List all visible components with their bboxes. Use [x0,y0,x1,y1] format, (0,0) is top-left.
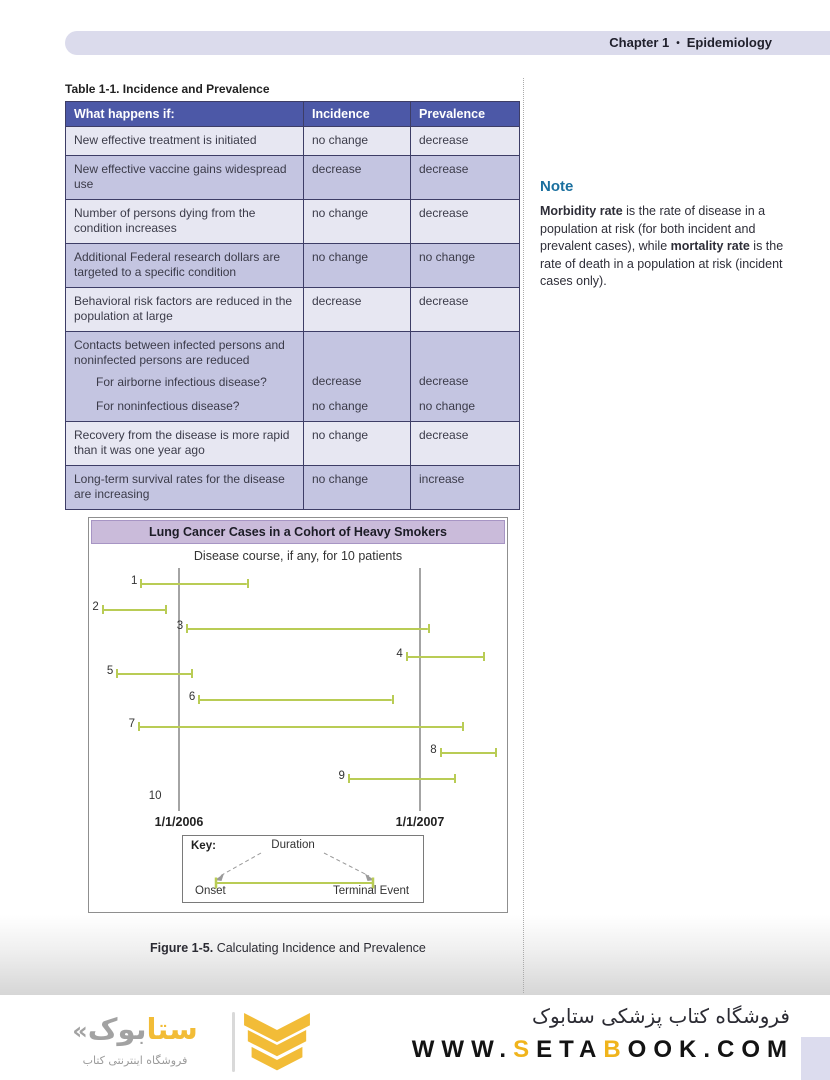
patient-label: 5 [106,665,114,677]
table-row [66,199,520,243]
table-row [66,331,520,421]
logo-tagline: فروشگاه اینترنتی کتاب [82,1054,188,1067]
patient-duration-bar [406,652,486,661]
wordmark-part-gray: بوک [87,1012,147,1046]
table-caption: Table 1-1. Incidence and Prevalence [65,82,270,96]
cell-incidence: no change [304,127,411,156]
patient-duration-bar [102,605,167,614]
url-segment: OOK.COM [627,1036,794,1063]
cell-what: New effective vaccine gains widespread use [66,155,304,199]
url-segment-accent: B [603,1036,628,1063]
cell-incidence: decrease [304,155,411,199]
table-body [66,127,520,510]
table-header-row [66,102,520,127]
cell-prevalence: increase [411,465,520,509]
store-title-fa: فروشگاه کتاب پزشکی ستابوک [532,1004,790,1028]
figure-subtitle: Disease course, if any, for 10 patients [193,549,403,563]
cell-prevalence: decrease [411,155,520,199]
page-bottom-shade [0,915,830,995]
table-row [66,127,520,156]
cell-prevalence: no change [411,243,520,287]
patient-duration-bar [186,624,430,633]
chapter-bullet-icon: • [676,38,680,49]
cell-prevalence: decrease no change [411,331,520,421]
figure-title: Lung Cancer Cases in a Cohort of Heavy Smokers [91,520,505,544]
col-header-incidence: Incidence [304,102,411,127]
patient-label: 10 [148,790,162,802]
cell-incidence: no change [304,199,411,243]
table-row [66,287,520,331]
website-url [412,1036,794,1064]
patient-duration-bar [138,722,464,731]
cell-prevalence: decrease [411,199,520,243]
logo-divider [232,1012,235,1072]
cell-prevalence: decrease [411,127,520,156]
chapter-number: Chapter 1 [609,35,670,50]
patient-duration-bar [440,748,498,757]
chapter-banner [65,31,830,55]
patient-label: 9 [338,770,345,782]
figure-box [88,517,508,913]
cell-what: Contacts between infected persons and noninfected persons are reduced For airborne infectious disease? For noninfectious disease? [66,331,304,421]
axis-tick-2007: 1/1/2007 [395,815,445,829]
url-segment: ETA [536,1036,604,1063]
table-row [66,465,520,509]
table-row [66,243,520,287]
axis-tick-2006: 1/1/2006 [154,815,204,829]
cell-incidence: no change [304,465,411,509]
patient-duration-bar [116,669,193,678]
cell-prevalence: decrease [411,421,520,465]
key-onset-label: Onset [195,885,226,897]
table-row [66,421,520,465]
patient-label: 8 [430,744,437,756]
cell-incidence: no change [304,421,411,465]
cell-what: Recovery from the disease is more rapid than it was one year ago [66,421,304,465]
wordmark-part-yellow: ستا [146,1012,198,1046]
chapter-title: Epidemiology [686,35,772,50]
table-row [66,155,520,199]
legend-key-box [182,835,424,903]
wordmark-guillemet: « [72,1017,88,1045]
note-text: Morbidity rate is the rate of disease in a population at risk (for both incident and prevalent cases), while mortality rate is the rate of death in a population at risk (incident cases only). [540,204,784,288]
patient-label: 3 [176,620,184,632]
setabook-wordmark [62,1012,208,1048]
note-heading: Note [540,178,574,195]
cell-incidence: decrease [304,287,411,331]
cell-what: Behavioral risk factors are reduced in the population at large [66,287,304,331]
patient-label: 6 [188,691,196,703]
key-label: Key: [191,840,216,852]
patient-label: 7 [128,718,135,730]
cell-what: New effective treatment is initiated [66,127,304,156]
patient-label: 2 [92,601,99,613]
chevron-logo-icon [244,1013,310,1077]
cell-incidence: decrease no change [304,331,411,421]
cell-what: Number of persons dying from the condition increases [66,199,304,243]
key-terminal-event-label: Terminal Event [333,885,410,897]
cell-what: Additional Federal research dollars are targeted to a specific condition [66,243,304,287]
column-divider [523,78,524,993]
figure-caption [150,941,426,955]
col-header-what: What happens if: [66,102,304,127]
patient-duration-bar [348,774,457,783]
url-segment: WWW. [411,1036,514,1063]
url-segment-accent: S [513,1036,537,1063]
note-block [540,178,794,291]
cell-incidence: no change [304,243,411,287]
key-duration-label: Duration [271,839,315,851]
cell-prevalence: decrease [411,287,520,331]
col-header-prevalence: Prevalence [411,102,520,127]
patient-duration-bar [198,695,394,704]
figure-caption-label: Figure 1-5. [150,941,214,955]
corner-accent [801,1037,830,1080]
patient-label: 4 [396,648,403,660]
figure-caption-text: Calculating Incidence and Prevalence [213,941,426,955]
incidence-prevalence-table [65,101,520,510]
patient-label: 1 [130,575,138,587]
patient-duration-bar [140,579,249,588]
gridline-2006 [178,568,180,811]
cell-what: Long-term survival rates for the disease are increasing [66,465,304,509]
